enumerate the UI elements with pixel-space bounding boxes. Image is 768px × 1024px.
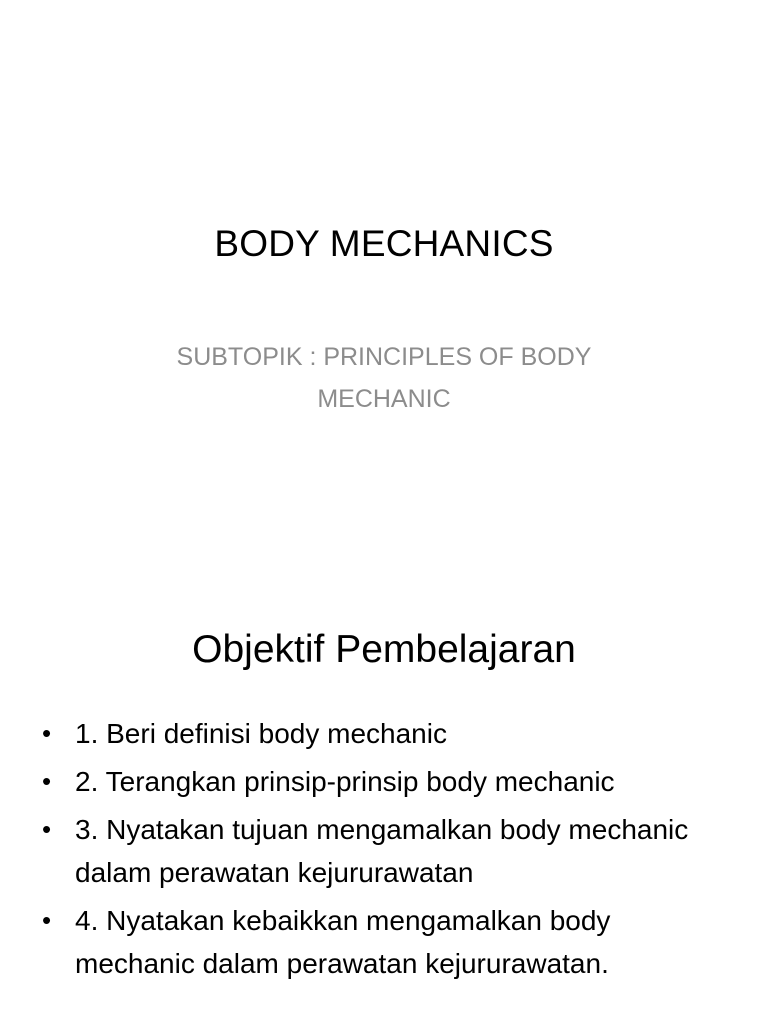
bullet-icon: • xyxy=(42,814,52,844)
bullet-text: 4. Nyatakan kebaikkan mengamalkan body mechanic dalam perawatan kejururawatan. xyxy=(75,905,611,979)
bullet-item xyxy=(38,712,738,755)
bullet-item xyxy=(38,760,738,803)
bullet-item xyxy=(38,899,738,985)
bullet-item xyxy=(38,808,738,894)
slide-subtitle: SUBTOPIK : PRINCIPLES OF BODY MECHANIC xyxy=(176,343,592,413)
bullet-text: 1. Beri definisi body mechanic xyxy=(75,718,447,749)
bullet-icon: • xyxy=(42,718,52,748)
bullet-icon: • xyxy=(42,905,52,935)
slide-title: BODY MECHANICS xyxy=(214,223,554,264)
bullet-list xyxy=(38,712,738,990)
slide-title: Objektif Pembelajaran xyxy=(192,628,576,671)
bullet-text: 2. Terangkan prinsip-prinsip body mechanic xyxy=(75,766,615,797)
bullet-text: 3. Nyatakan tujuan mengamalkan body mechanic dalam perawatan kejururawatan xyxy=(75,814,689,888)
slide-2 xyxy=(0,512,768,1024)
bullet-icon: • xyxy=(42,766,52,796)
